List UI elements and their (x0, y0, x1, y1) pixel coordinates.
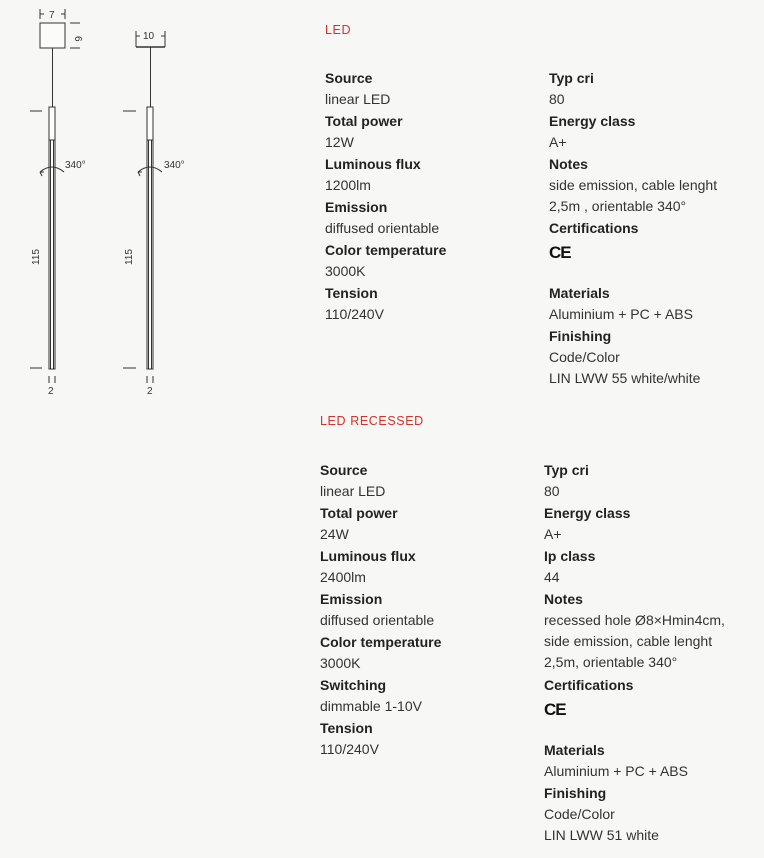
dim-length-right: 115 (124, 249, 135, 265)
spec-value: linear LED (320, 483, 386, 499)
spec-item (549, 68, 764, 111)
spec-value: 110/240V (325, 306, 384, 322)
section-title-led: LED (325, 23, 352, 37)
spec-value: 80 (549, 91, 565, 107)
section-title-led-recessed: LED RECESSED (320, 414, 424, 428)
spec-label: Finishing (549, 328, 612, 344)
spec-item-notes (549, 154, 764, 218)
spec-value: 44 (544, 569, 560, 585)
spec-item (544, 460, 764, 503)
spec-label: Luminous flux (320, 548, 416, 564)
spec-value: Aluminium + PC + ABS (544, 763, 688, 779)
spec-label: Tension (325, 285, 378, 301)
spec-label: Typ cri (549, 70, 594, 86)
spec-value: A+ (549, 134, 567, 150)
ce-mark-icon: CE (549, 243, 571, 262)
spec-item-finishing (544, 783, 764, 846)
spec-item (544, 546, 764, 589)
spec-value: Code/Color (544, 806, 615, 822)
spec-label: Notes (549, 156, 588, 172)
spec-value: 3000K (320, 655, 361, 671)
spec-value: 80 (544, 483, 560, 499)
spec-item (325, 111, 545, 154)
spec-item (320, 632, 540, 675)
spec-value: linear LED (325, 91, 391, 107)
spec-label: Emission (325, 199, 388, 215)
spec-item (320, 546, 540, 589)
spec-label: Notes (544, 591, 583, 607)
led-specs-left (325, 68, 545, 326)
dim-length-left: 115 (31, 249, 42, 265)
spec-label: Luminous flux (325, 156, 421, 172)
spec-item-finishing (549, 326, 764, 389)
spec-label: Color temperature (325, 242, 447, 258)
spec-label: Certifications (549, 220, 639, 236)
spec-value: recessed hole Ø8×Hmin4cm, (544, 612, 725, 628)
spec-item (325, 154, 545, 197)
spec-value: 1200lm (325, 177, 371, 193)
spec-value: side emission, cable lenght (549, 177, 718, 193)
spec-label: Energy class (544, 505, 631, 521)
spec-item (325, 283, 545, 326)
spec-label: Switching (320, 677, 387, 693)
spec-item (320, 503, 540, 546)
dim-bottom-right: 2 (147, 386, 153, 397)
spec-value: 2,5m , orientable 340° (549, 198, 687, 214)
recessed-specs-left (320, 460, 540, 761)
spec-value: A+ (544, 526, 562, 542)
spec-item (320, 460, 540, 503)
dim-height-left: 6 (72, 36, 83, 42)
spec-value: 3000K (325, 263, 366, 279)
spec-item-certifications (544, 675, 764, 740)
spec-item (320, 718, 540, 761)
spec-value: diffused orientable (325, 220, 440, 236)
spec-item (549, 283, 764, 326)
spec-label: Source (325, 70, 373, 86)
drawing-led (30, 9, 80, 383)
spec-value: side emission, cable lenght (544, 633, 713, 649)
spec-item (544, 740, 764, 783)
spec-label: Typ cri (544, 462, 589, 478)
spec-item (320, 675, 540, 718)
technical-drawings (0, 0, 240, 410)
spec-value: dimmable 1-10V (320, 698, 422, 714)
spec-label: Color temperature (320, 634, 442, 650)
drawing-led-recessed (123, 31, 165, 383)
dim-width-left: 7 (49, 10, 55, 21)
spec-label: Finishing (544, 785, 607, 801)
spec-label: Certifications (544, 677, 634, 693)
dim-rotation-left: 340° (65, 160, 86, 171)
dim-bottom-left: 2 (48, 386, 54, 397)
spec-value: LIN LWW 51 white (544, 827, 659, 843)
recessed-specs-right (544, 460, 764, 846)
spec-value: 2400lm (320, 569, 366, 585)
spec-label: Total power (320, 505, 398, 521)
spec-label: Materials (549, 285, 610, 301)
spec-value: LIN LWW 55 white/white (549, 370, 701, 386)
dim-rotation-right: 340° (164, 160, 185, 171)
spec-item (325, 197, 545, 240)
spec-label: Energy class (549, 113, 636, 129)
led-specs-right (549, 68, 764, 389)
spec-item-notes (544, 589, 764, 675)
spec-value: Code/Color (549, 349, 620, 365)
spec-label: Materials (544, 742, 605, 758)
spec-value: 24W (320, 526, 349, 542)
spec-value: diffused orientable (320, 612, 435, 628)
spec-item (549, 111, 764, 154)
spec-value: 110/240V (320, 741, 379, 757)
spec-value: 12W (325, 134, 354, 150)
spec-item (544, 503, 764, 546)
spec-label: Total power (325, 113, 403, 129)
spec-label: Ip class (544, 548, 596, 564)
spec-label: Tension (320, 720, 373, 736)
spec-item (325, 240, 545, 283)
spec-item-certifications (549, 218, 764, 283)
dim-width-right: 10 (143, 31, 155, 42)
spec-item (320, 589, 540, 632)
ce-mark-icon: CE (544, 700, 566, 719)
spec-value: Aluminium + PC + ABS (549, 306, 693, 322)
spec-label: Source (320, 462, 368, 478)
spec-label: Emission (320, 591, 383, 607)
spec-item (325, 68, 545, 111)
spec-value: 2,5m, orientable 340° (544, 654, 678, 670)
